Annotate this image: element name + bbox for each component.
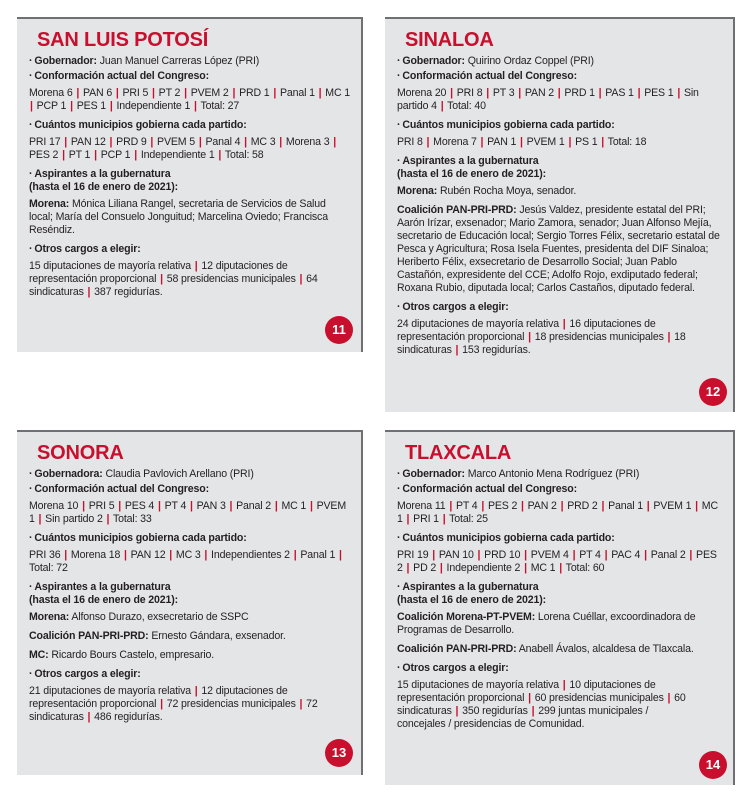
separator: | [274, 500, 278, 512]
separator: | [486, 87, 490, 99]
separator: | [524, 562, 527, 574]
list-value: 153 regidurías. [462, 344, 531, 356]
list-value: PRI 36 [29, 549, 61, 561]
list-value: PES 2 [397, 549, 717, 574]
list-value: Panal 2 [236, 500, 272, 512]
separator: | [481, 500, 485, 512]
governor-line: · Gobernador: Quirino Ordaz Coppel (PRI) [397, 55, 594, 67]
list-value: PVEM 1 [653, 500, 692, 512]
separator: | [152, 87, 155, 99]
separator: | [160, 273, 163, 285]
separator: | [333, 136, 337, 148]
other-posts-heading: · Otros cargos a elegir: [29, 243, 141, 255]
list-value: PAN 2 [527, 500, 557, 512]
list-value: Total: 18 [607, 136, 647, 148]
list-value: Total: 72 [29, 562, 68, 574]
separator: | [194, 100, 197, 112]
state-card-san-luis-potosi [17, 17, 363, 352]
list-value: 18 sindicaturas [397, 331, 686, 356]
state-card-sonora [17, 430, 363, 775]
separator: | [309, 500, 313, 512]
separator: | [109, 136, 113, 148]
list-value: MC 3 [175, 549, 201, 561]
separator: | [518, 87, 522, 99]
separator: | [94, 149, 97, 161]
separator: | [406, 513, 410, 525]
municipalities-heading: · Cuántos municipios gobierna cada partido: [29, 119, 247, 131]
separator: | [194, 260, 198, 272]
separator: | [559, 562, 563, 574]
separator: | [572, 549, 576, 561]
list-value: PAN 10 [438, 549, 474, 561]
separator: | [637, 87, 641, 99]
municipalities-heading: · Cuántos municipios gobierna cada partido: [397, 532, 615, 544]
governor-line: · Gobernador: Juan Manuel Carreras López (PRI) [29, 55, 260, 67]
separator: | [157, 500, 161, 512]
separator: | [598, 87, 602, 99]
separator: | [115, 87, 119, 99]
candidates-heading: · Aspirantes a la gubernatura (hasta el 16 de enero de 2021): [29, 168, 179, 193]
list-value: Morena 7 [433, 136, 477, 148]
list-value: 21 diputaciones de mayoría relativa [29, 685, 191, 697]
list-value: PRI 19 [397, 549, 429, 561]
separator: | [118, 500, 122, 512]
list-value: PVEM 1 [29, 500, 347, 525]
page-number-badge: 13 [325, 739, 353, 767]
separator: | [124, 549, 127, 561]
separator: | [667, 331, 671, 343]
page-number-badge: 14 [699, 751, 727, 779]
list-value: MC 1 [281, 500, 307, 512]
list-value: PS 1 [575, 136, 598, 148]
list-value: 486 regidurías. [94, 711, 163, 723]
separator: | [449, 500, 453, 512]
municipalities-values [397, 549, 723, 575]
list-value: Panal 4 [205, 136, 241, 148]
separator: | [524, 549, 527, 561]
separator: | [64, 549, 68, 561]
candidate-entry: Morena: Alfonso Durazo, exsecretario de SSPC [29, 611, 249, 623]
separator: | [169, 549, 173, 561]
list-value: MC 1 [530, 562, 556, 574]
list-value: PT 1 [68, 149, 91, 161]
separator: | [439, 562, 443, 574]
list-value: 24 diputaciones de mayoría relativa [397, 318, 559, 330]
list-value: PRD 10 [484, 549, 521, 561]
municipalities-heading: · Cuántos municipios gobierna cada partido: [397, 119, 615, 131]
list-value: 299 juntas municipales / concejales / presidencias de Comunidad. [397, 705, 649, 730]
separator: | [38, 513, 42, 525]
list-value: 12 diputaciones de representación proporcional [29, 260, 288, 285]
separator: | [87, 711, 91, 723]
state-title: SAN LUIS POTOSÍ [37, 29, 209, 51]
list-value: 350 regidurías [462, 705, 528, 717]
list-value: PT 2 [158, 87, 181, 99]
list-value: Independiente 1 [116, 100, 191, 112]
separator: | [562, 679, 566, 691]
list-value: PRI 8 [397, 136, 423, 148]
congress-values [29, 87, 351, 113]
congress-heading: · Conformación actual del Congreso: [397, 483, 577, 495]
congress-values [397, 500, 723, 526]
separator: | [406, 562, 410, 574]
list-value: Morena 11 [397, 500, 446, 512]
candidate-entry: Coalición PAN-PRI-PRD: Jesús Valdez, presidente estatal del PRI; Aarón Irízar, exsenador; Mario Zamora, senador; Juan Alfonso Mejía, secretario de Educación local; Sergio Torres Félix, secretario estatal de Pesca y Agricultura; Rosa Isela Fuentes, presidenta del DIF Sinaloa; Heriberto Félix, exsecretario de Desarrollo Social; Juan Pablo Castañón, expresidente del CCE; Adolfo Rojo, exdiputado federal; Roxana Rubio, diputada local; Carlos Castaños, diputado federal. [397, 204, 720, 294]
separator: | [644, 549, 647, 561]
separator: | [299, 698, 303, 710]
candidate-entry: Morena: Rubén Rocha Moya, senador. [397, 185, 577, 197]
page-number-badge: 11 [325, 316, 353, 344]
list-value: Morena 3 [285, 136, 330, 148]
state-title: TLAXCALA [405, 442, 512, 464]
other-posts-heading: · Otros cargos a elegir: [397, 662, 509, 674]
separator: | [442, 513, 446, 525]
separator: | [293, 549, 297, 561]
separator: | [450, 87, 453, 99]
list-value: PVEM 5 [157, 136, 196, 148]
separator: | [244, 136, 247, 148]
congress-heading: · Conformación actual del Congreso: [397, 70, 577, 82]
separator: | [70, 100, 73, 112]
list-value: PES 1 [76, 100, 107, 112]
list-value: 10 diputaciones de representación proporcional [397, 679, 656, 704]
candidate-entry: Coalición PAN-PRI-PRD: Ernesto Gándara, exsenador. [29, 630, 286, 642]
separator: | [667, 692, 671, 704]
list-value: PES 2 [29, 149, 59, 161]
municipalities-heading: · Cuántos municipios gobierna cada partido: [29, 532, 247, 544]
separator: | [604, 549, 608, 561]
list-value: PAN 2 [524, 87, 554, 99]
other-posts-values [397, 318, 723, 357]
list-value: PT 4 [164, 500, 187, 512]
separator: | [160, 698, 163, 710]
list-value: MC 1 [397, 500, 718, 525]
municipalities-values [29, 136, 351, 162]
separator: | [426, 136, 430, 148]
list-value: Morena 10 [29, 500, 79, 512]
list-value: PES 4 [124, 500, 155, 512]
separator: | [557, 87, 561, 99]
list-value: Panal 1 [279, 87, 315, 99]
list-value: PAN 12 [130, 549, 166, 561]
candidate-entry: Coalición Morena-PT-PVEM: Lorena Cuéllar, excoordinadora de Programas de Desarrollo. [397, 611, 696, 636]
list-value: Total: 60 [565, 562, 605, 574]
list-value: PT 4 [455, 500, 478, 512]
separator: | [440, 100, 444, 112]
state-card-tlaxcala [385, 430, 735, 785]
list-value: MC 1 [325, 87, 350, 99]
list-value: 72 presidencias municipales [166, 698, 296, 710]
separator: | [695, 500, 698, 512]
separator: | [64, 136, 68, 148]
list-value: PT 3 [492, 87, 515, 99]
list-value: PAC 4 [611, 549, 641, 561]
separator: | [646, 500, 650, 512]
separator: | [204, 549, 208, 561]
municipalities-values [29, 549, 351, 575]
list-value: Sin partido 4 [397, 87, 699, 112]
page-number-badge: 12 [699, 378, 727, 406]
separator: | [198, 136, 202, 148]
list-value: PAN 6 [82, 87, 113, 99]
list-value: Panal 2 [650, 549, 686, 561]
congress-values [29, 500, 351, 526]
list-value: Panal 1 [300, 549, 336, 561]
list-value: PRI 1 [413, 513, 439, 525]
separator: | [601, 500, 605, 512]
other-posts-values [29, 685, 351, 724]
list-value: PAN 12 [70, 136, 106, 148]
list-value: Total: 33 [112, 513, 152, 525]
list-value: 16 diputaciones de representación proporcional [397, 318, 656, 343]
separator: | [689, 549, 693, 561]
candidates-heading: · Aspirantes a la gubernatura (hasta el 16 de enero de 2021): [29, 581, 179, 606]
list-value: PES 2 [487, 500, 518, 512]
list-value: PRI 5 [88, 500, 115, 512]
list-value: PRI 8 [456, 87, 483, 99]
list-value: 15 diputaciones de mayoría relativa [29, 260, 191, 272]
separator: | [318, 87, 322, 99]
separator: | [339, 549, 342, 561]
list-value: PCP 1 [36, 100, 67, 112]
separator: | [531, 705, 535, 717]
governor-line: · Gobernador: Marco Antonio Mena Rodríguez (PRI) [397, 468, 640, 480]
congress-values [397, 87, 723, 113]
other-posts-heading: · Otros cargos a elegir: [29, 668, 141, 680]
list-value: PVEM 2 [190, 87, 229, 99]
separator: | [560, 500, 564, 512]
separator: | [480, 136, 484, 148]
list-value: PD 2 [413, 562, 437, 574]
list-value: PAS 1 [605, 87, 634, 99]
separator: | [477, 549, 481, 561]
separator: | [76, 87, 80, 99]
list-value: 64 sindicaturas [29, 273, 318, 298]
separator: | [194, 685, 198, 697]
list-value: PAN 3 [196, 500, 226, 512]
candidates-heading: · Aspirantes a la gubernatura (hasta el 16 de enero de 2021): [397, 581, 547, 606]
list-value: Total: 27 [200, 100, 240, 112]
list-value: Total: 40 [447, 100, 486, 112]
list-value: PRD 2 [567, 500, 598, 512]
list-value: PT 4 [579, 549, 601, 561]
separator: | [82, 500, 85, 512]
list-value: Independiente 1 [140, 149, 215, 161]
separator: | [232, 87, 236, 99]
list-value: 15 diputaciones de mayoría relativa [397, 679, 559, 691]
list-value: 58 presidencias municipales [166, 273, 296, 285]
congress-heading: · Conformación actual del Congreso: [29, 70, 209, 82]
list-value: Morena 6 [29, 87, 73, 99]
list-value: PVEM 4 [530, 549, 569, 561]
list-value: MC 3 [250, 136, 276, 148]
separator: | [521, 500, 524, 512]
separator: | [184, 87, 187, 99]
candidate-entry: Coalición PAN-PRI-PRD: Anabell Ávalos, alcaldesa de Tlaxcala. [397, 643, 694, 655]
separator: | [568, 136, 572, 148]
list-value: Morena 20 [397, 87, 447, 99]
separator: | [87, 286, 91, 298]
candidates-heading: · Aspirantes a la gubernatura (hasta el 16 de enero de 2021): [397, 155, 547, 180]
list-value: 18 presidencias municipales [534, 331, 664, 343]
list-value: Morena 18 [70, 549, 121, 561]
separator: | [106, 513, 110, 525]
separator: | [455, 705, 459, 717]
congress-heading: · Conformación actual del Congreso: [29, 483, 209, 495]
list-value: PAN 1 [487, 136, 517, 148]
list-value: Independientes 2 [211, 549, 290, 561]
separator: | [520, 136, 523, 148]
list-value: PRI 17 [29, 136, 61, 148]
separator: | [229, 500, 233, 512]
separator: | [528, 331, 531, 343]
candidate-entry: MC: Ricardo Bours Castelo, empresario. [29, 649, 215, 661]
state-card-sinaloa [385, 17, 735, 412]
other-posts-heading: · Otros cargos a elegir: [397, 301, 509, 313]
state-title: SONORA [37, 442, 124, 464]
list-value: PRD 9 [116, 136, 147, 148]
list-value: Panal 1 [608, 500, 643, 512]
state-title: SINALOA [405, 29, 494, 51]
separator: | [218, 149, 222, 161]
separator: | [528, 692, 531, 704]
separator: | [273, 87, 277, 99]
list-value: PRD 1 [239, 87, 270, 99]
candidate-entry: Morena: Mónica Liliana Rangel, secretaria de Servicios de Salud local; María del Consuelo Jonguitud; Marcelina Oviedo; Francisca Reséndiz. [29, 198, 328, 236]
other-posts-values [397, 679, 723, 731]
separator: | [455, 344, 459, 356]
list-value: Independiente 2 [446, 562, 521, 574]
separator: | [562, 318, 566, 330]
separator: | [299, 273, 303, 285]
list-value: Total: 25 [449, 513, 488, 525]
separator: | [601, 136, 605, 148]
separator: | [190, 500, 193, 512]
governor-line: · Gobernadora: Claudia Pavlovich Arellano (PRI) [29, 468, 254, 480]
list-value: 60 sindicaturas [397, 692, 686, 717]
separator: | [62, 149, 65, 161]
separator: | [432, 549, 436, 561]
separator: | [677, 87, 681, 99]
list-value: 60 presidencias municipales [534, 692, 664, 704]
separator: | [279, 136, 283, 148]
separator: | [109, 100, 113, 112]
municipalities-values [397, 136, 723, 149]
other-posts-values [29, 260, 351, 299]
list-value: 12 diputaciones de representación proporcional [29, 685, 288, 710]
list-value: PRD 1 [564, 87, 595, 99]
list-value: PVEM 1 [526, 136, 565, 148]
separator: | [30, 100, 33, 112]
list-value: PCP 1 [100, 149, 131, 161]
list-value: PRI 5 [122, 87, 149, 99]
list-value: Sin partido 2 [45, 513, 103, 525]
list-value: PES 1 [644, 87, 674, 99]
separator: | [134, 149, 138, 161]
list-value: 387 regidurías. [94, 286, 163, 298]
separator: | [150, 136, 154, 148]
list-value: 72 sindicaturas [29, 698, 318, 723]
list-value: Total: 58 [224, 149, 264, 161]
